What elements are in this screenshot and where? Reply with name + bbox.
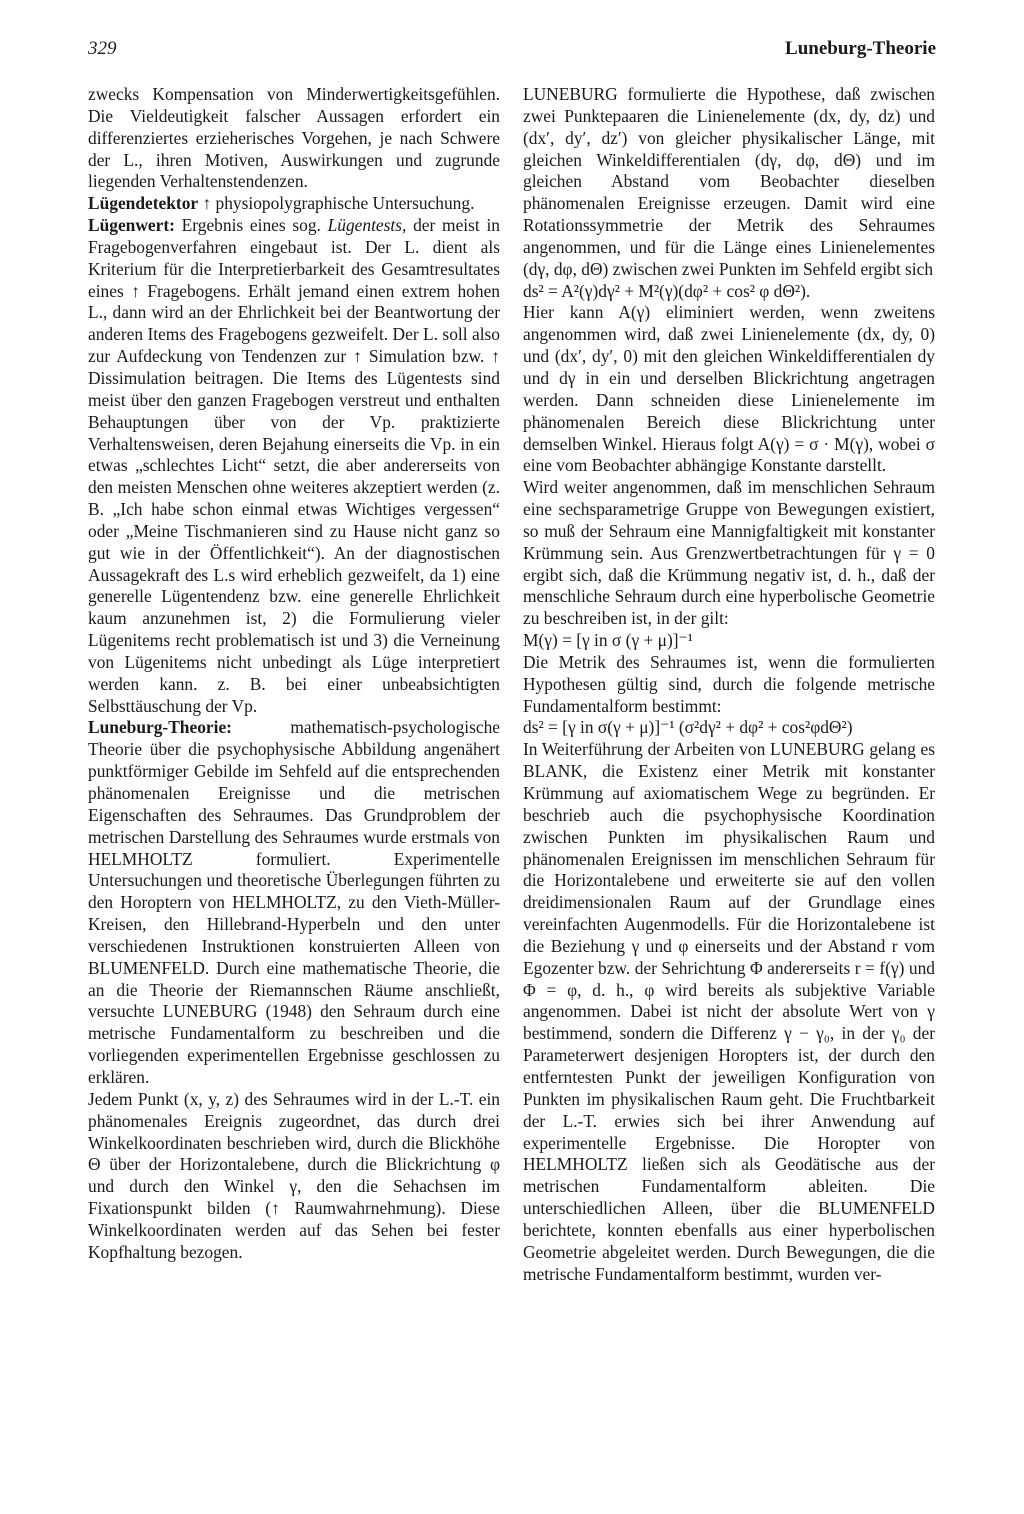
right-column	[523, 84, 935, 1285]
formula: M(γ) = [γ in σ (γ + μ)]⁻¹	[523, 630, 693, 651]
formula: ds² = [γ in σ(γ + μ)]⁻¹ (σ²dγ² + dφ² + cos²φdΘ²)	[523, 717, 853, 738]
entry-luegenwert	[88, 215, 500, 717]
left-column	[88, 84, 500, 1264]
paragraph: In Weiterführung der Arbeiten von LUNEBURG gelang es BLANK, die Existenz einer Metrik mit konstanter Krümmung auf axiomatischem Wege zu begründen. Er beschrieb auch die psychophysische Koordination zwischen Punkten im physikalischen Raum und phänomenalen Ereignissen im menschlichen Sehraum für die Horizontalebene und erweiterte sie auf den vollen dreidimensionalen Raum auf der Grundlage eines vereinfachten Augenmodells. Für die Horizontalebene ist die Beziehung γ und φ einerseits und der Abstand r vom Egozenter bzw. der Sehrichtung Φ andererseits r = f(γ) und Φ = φ, d. h., φ wird bereits als subjektive Variable angenommen. Dabei ist nicht der absolute Wert von γ bestimmend, sondern die Differenz γ − γ₀, in der γ₀ der Parameterwert desjenigen Horopters ist, der durch den entferntesten Punkt der jeweiligen Konfiguration von Punkten im physikalischen Raum geht. Die Fruchtbarkeit der L.-T. erwies sich bei ihrer Anwendung auf experimentelle Ergebnisse. Die Horopter von HELMHOLTZ ließen sich als Geodätische aus der metrischen Fundamentalform ableiten. Die unterschiedlichen Alleen, über die BLUMENFELD berichtete, konnten ebenfalls aus einer hyperbolischen Geometrie abgeleitet werden. Durch Bewegungen, die die metrische Fundamentalform bestimmt, wurden ver-	[523, 739, 935, 1284]
paragraph: Hier kann A(γ) eliminiert werden, wenn zweitens angenommen wird, daß zwei Linienelemente (dx, dy, 0) und (dx′, dy′, 0) mit den gleichen Winkeldifferentialen dy und dγ in ein und derselben Blickrichtung angetragen werden. Dann schneiden diese Linienelemente im phänomenalen Bereich diese Blickrichtung unter demselben Winkel. Hieraus folgt A(γ) = σ · M(γ), wobei σ eine vom Beobachter abhängige Konstante darstellt.	[523, 302, 935, 476]
entry-text: mathematisch-psychologische Theorie über die psychophysische Abbildung angenähert punktförmiger Gebilde im Sehfeld auf die entsprechenden phänomenalen Ereignisse und die metrischen Eigenschaften des Sehraumes. Das Grundproblem der metrischen Darstellung des Sehraumes wurde erstmals von HELMHOLTZ formuliert. Experimentelle Untersuchungen und theoretische Überlegungen führten zu den Horoptern von HELMHOLTZ, zu den Vieth-Müller-Kreisen, den Hillebrand-Hyperbeln und den unter verschiedenen Instruktionen konstruierten Alleen von BLUMENFELD. Durch eine mathematische Theorie, die an die Theorie der Riemannschen Räume anschließt, versuchte LUNEBURG (1948) den Sehraum durch eine metrische Fundamentalform zu beschreiben und die vorliegenden experimentellen Ergebnisse geschlossen zu erklären.	[88, 717, 500, 1087]
entry-text: Ergebnis eines sog.	[174, 215, 328, 236]
entry-luegendetektor	[88, 193, 500, 215]
paragraph: Die Metrik des Sehraumes ist, wenn die formulierten Hypothesen gültig sind, durch die folgende metrische Fundamentalform bestimmt:	[523, 651, 935, 716]
entry-emphasis: Lügentests	[327, 215, 403, 236]
page-number: 329	[88, 38, 117, 59]
entry-term: Luneburg-Theorie:	[88, 717, 232, 738]
page-header	[88, 38, 936, 68]
paragraph: Wird weiter angenommen, daß im menschlichen Sehraum eine sechsparametrige Gruppe von Bewegungen existiert, so muß der Sehraum eine Mannigfaltigkeit mit konstanter Krümmung sein. Aus Grenzwertbetrachtungen für γ = 0 ergibt sich, daß die Krümmung negativ ist, d. h., daß der menschliche Sehraum durch eine hyperbolische Geometrie zu beschreiben ist, in der gilt:	[523, 477, 935, 629]
entry-luneburg-theorie	[88, 717, 500, 1088]
entry-text: ↑ physiopolygraphische Untersuchung.	[198, 193, 475, 214]
entry-term: Lügenwert:	[88, 215, 175, 236]
paragraph-continuation: zwecks Kompensation von Minderwertigkeitsgefühlen. Die Vieldeutigkeit falscher Aussagen erfordert ein differenziertes erzieherisches Vorgehen, je nach Schwere der L., ihren Motiven, Auswirkungen und zugrunde liegenden Verhaltenstendenzen.	[88, 84, 500, 192]
paragraph: Jedem Punkt (x, y, z) des Sehraumes wird in der L.-T. ein phänomenales Ereignis zugeordnet, das durch drei Winkelkoordinaten beschrieben wird, durch die Blickhöhe Θ über der Horizontalebene, durch die Blickrichtung φ und durch den Winkel γ, den die Sehachsen im Fixationspunkt bilden (↑ Raumwahrnehmung). Diese Winkelkoordinaten werden auf das Sehen bei fester Kopfhaltung bezogen.	[88, 1088, 500, 1262]
entry-term: Lügendetektor	[88, 193, 199, 214]
paragraph: LUNEBURG formulierte die Hypothese, daß zwischen zwei Punktepaaren die Linienelemente (dx, dy, dz) und (dx′, dy′, dz′) von gleicher physikalischer Länge, mit gleichen Winkeldifferentialen (dγ, dφ, dΘ) und im gleichen Abstand vom Beobachter dieselben phänomenalen Ereignisse erzeugen. Damit wird eine Rotationssymmetrie der Metrik des Sehraumes angenommen, und für die Länge eines Linienelementes (dγ, dφ, dΘ) zwischen zwei Punkten im Sehfeld ergibt sich	[523, 84, 935, 279]
formula: ds² = A²(γ)dγ² + M²(γ)(dφ² + cos² φ dΘ²).	[523, 280, 811, 301]
running-title: Luneburg-Theorie	[785, 38, 936, 59]
entry-text: , der meist in Fragebogenverfahren eingebaut ist. Der L. dient als Kriterium für die Interpretierbarkeit des Gesamtresultates eines ↑ Fragebogens. Erhält jemand einen extrem hohen L., dann wird an der Ehrlichkeit bei der Beantwortung der anderen Items des Fragebogens gezweifelt. Der L. soll also zur Aufdeckung von Tendenzen zur ↑ Simulation bzw. ↑ Dissimulation beitragen. Die Items des Lügentests sind meist über den ganzen Fragebogen verstreut und enthalten Behauptungen über von der Vp. praktizierte Verhaltensweisen, deren Bejahung einerseits die Vp. in ein etwas „schlechtes Licht“ setzt, die aber andererseits von den meisten Menschen ohne weiteres akzeptiert werden (z. B. „Ich habe schon einmal etwas Wichtiges vergessen“ oder „Meine Tischmanieren sind zu Hause nicht ganz so gut wie in der Öffentlichkeit“). An der diagnostischen Aussagekraft des L.s wird erheblich gezweifelt, da 1) eine generelle Lügentendenz bzw. eine generelle Ehrlichkeit kaum anzunehmen ist, 2) die Formulierung vieler Lügenitems recht problematisch ist und 3) die Verneinung von Lügenitems nicht unbedingt als Lüge interpretiert werden kann. z. B. bei einer unbeabsichtigten Selbsttäuschung der Vp.	[88, 215, 500, 716]
